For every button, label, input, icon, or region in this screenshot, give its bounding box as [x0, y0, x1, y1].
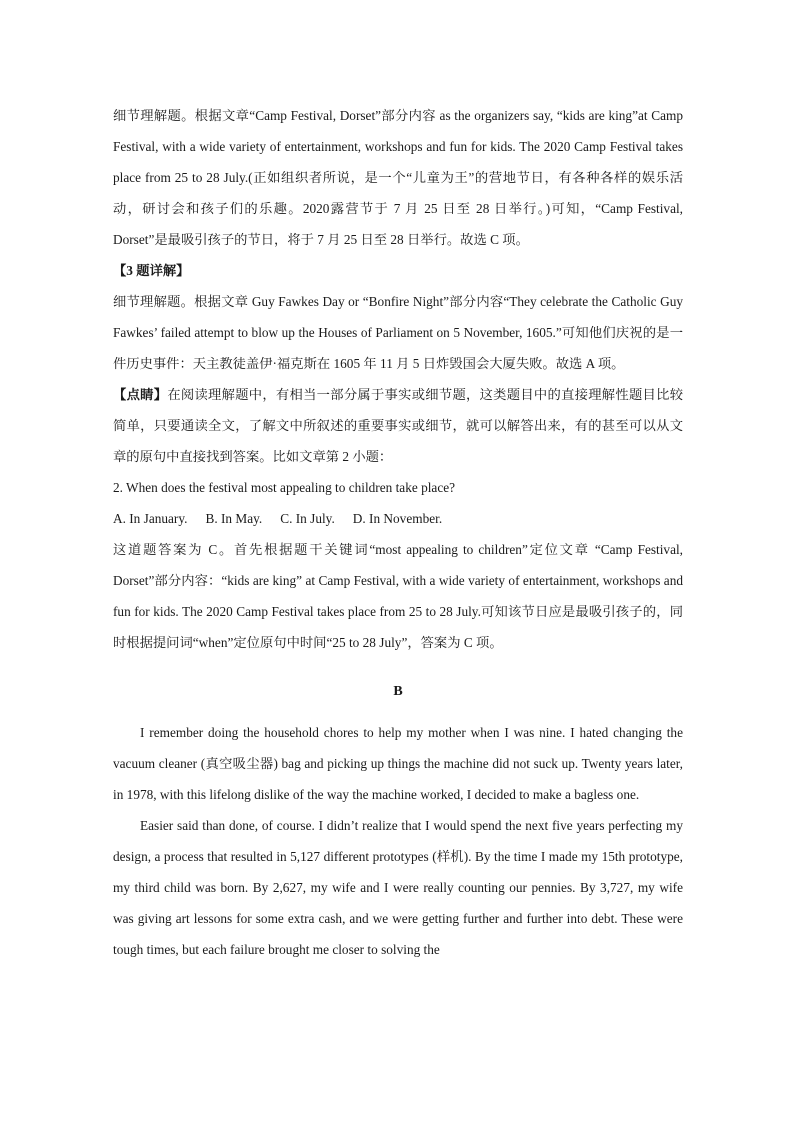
option-b: B. In May.: [205, 511, 263, 526]
passage-paragraph-1: I remember doing the household chores to help my mother when I was nine. I hated changing the vacuum cleaner (真空吸尘器) bag and picking up things the machine did not suck up. Twenty years later, in 1978, with this lifelong dislike of the way the machine worked, I decided to make a bagless one.: [113, 725, 683, 802]
example-answer: 这道题答案为 C。首先根据题干关键词“most appealing to children”定位文章 “Camp Festival, Dorset”部分内容：“kids are king” at Camp Festival, with a wide variety of entertainment, workshops and fun for kids. The 2020 Camp Festival takes place from 25 to 28 July.可知该节日应是最吸引孩子的，同时根据提问词“when”定位原句中时间“25 to 28 July”，答案为 C 项。: [113, 542, 683, 650]
example-options: [113, 503, 683, 534]
tip-text: 在阅读理解题中，有相当一部分属于事实或细节题，这类题目中的直接理解性题目比较简单，只要通读全文，了解文中所叙述的重要事实或细节，就可以解答出来，有的甚至可以从文章的原句中直接找到答案。比如文章第 2 小题：: [113, 387, 683, 464]
tip-heading: 【点睛】: [113, 387, 168, 402]
option-a: A. In January.: [113, 511, 188, 526]
passage-paragraph-2: Easier said than done, of course. I didn’t realize that I would spend the next five years perfecting my design, a process that resulted in 5,127 different prototypes (样机). By the time I made my 15th prototype, my third child was born. By 2,627, my wife and I were really counting our pennies. By 3,727, my wife was giving art lessons for some extra cash, and we were getting further and further into debt. These were tough times, but each failure brought me closer to solving the: [113, 818, 683, 957]
example-question: 2. When does the festival most appealing to children take place?: [113, 480, 456, 495]
tip-paragraph: [113, 379, 683, 472]
q3-heading: 【3 题详解】: [113, 263, 190, 278]
document-body: [113, 100, 683, 965]
option-d: D. In November.: [352, 511, 443, 526]
q2-analysis: 细节理解题。根据文章“Camp Festival, Dorset”部分内容 as the organizers say, “kids are king”at Camp Festival, with a wide variety of entertainment, workshops and fun for kids. The 2020 Camp Festival takes place from 25 to 28 July.(正如组织者所说，是一个“儿童为王”的营地节日，有各种各样的娱乐活动，研讨会和孩子们的乐趣。2020露营节于 7 月 25 日至 28 日举行。)可知，“Camp Festival, Dorset”是最吸引孩子的节日，将于 7 月 25 日至 28 日举行。故选 C 项。: [113, 108, 683, 247]
q3-analysis: 细节理解题。根据文章 Guy Fawkes Day or “Bonfire Night”部分内容“They celebrate the Catholic Guy Fawkes’ failed attempt to blow up the Houses of Parliament on 5 November, 1605.”可知他们庆祝的是一件历史事件：天主教徒盖伊·福克斯在 1605 年 11 月 5 日炸毁国会大厦失败。故选 A 项。: [113, 294, 683, 371]
section-b-heading: B: [393, 684, 403, 699]
option-c: C. In July.: [280, 511, 335, 526]
